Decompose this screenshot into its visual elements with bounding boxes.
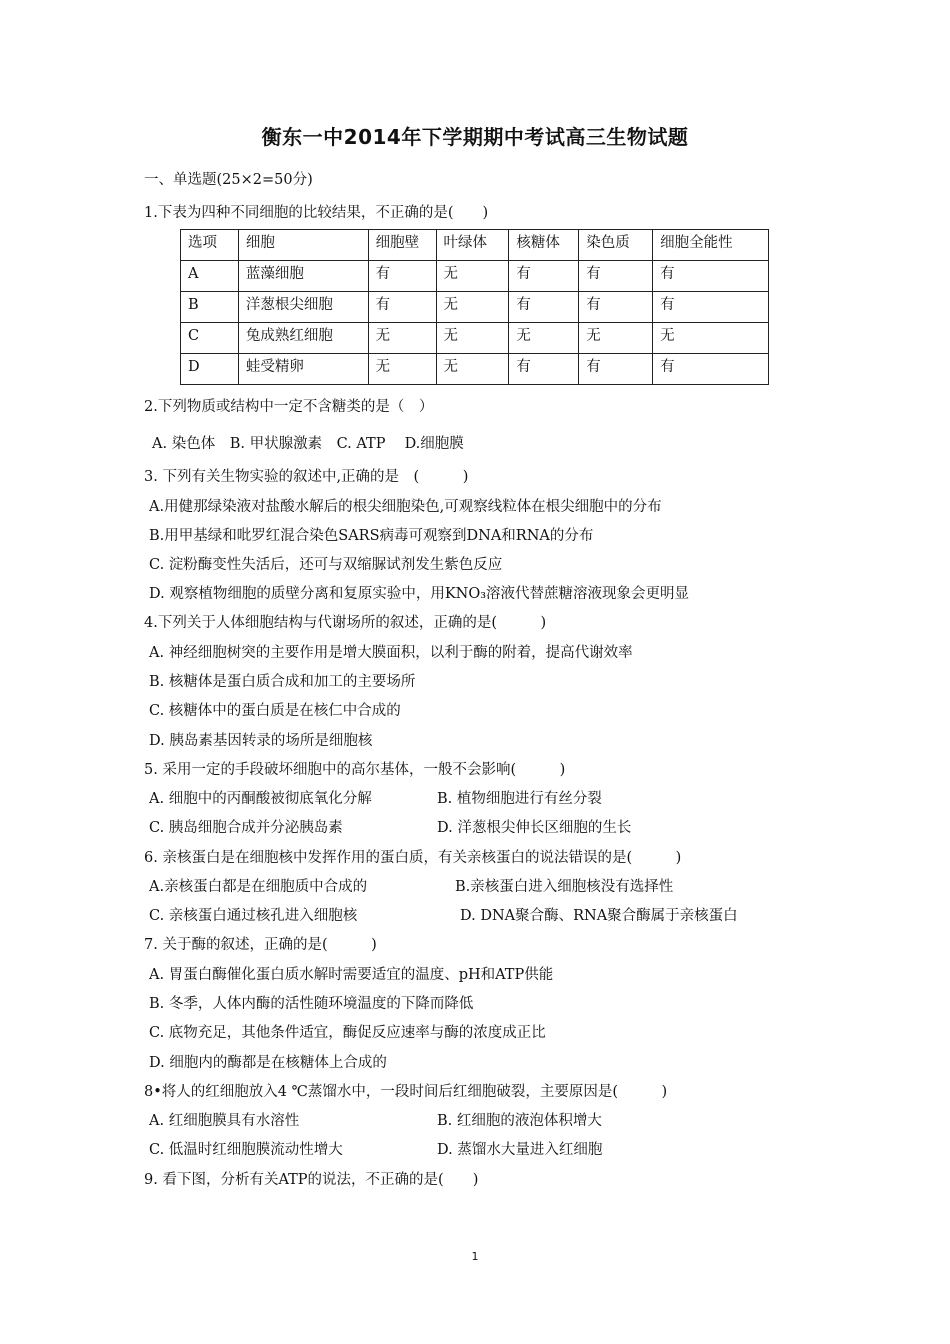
table-row	[181, 261, 769, 292]
question-4-option-c: C. 核糖体中的蛋白质是在核仁中合成的	[149, 703, 401, 719]
question-4-option-b: B. 核糖体是蛋白质合成和加工的主要场所	[149, 674, 416, 690]
question-7-option-d: D. 细胞内的酶都是在核糖体上合成的	[149, 1055, 387, 1071]
question-8-option-b: B. 红细胞的液泡体积增大	[437, 1113, 602, 1129]
question-6-option-d: D. DNA聚合酶、RNA聚合酶属于亲核蛋白	[460, 908, 738, 924]
table-cell: 有	[579, 292, 653, 323]
question-5-stem: 5. 采用一定的手段破坏细胞中的高尔基体，一般不会影响( )	[144, 762, 566, 778]
table-cell: 蓝藻细胞	[238, 261, 368, 292]
table-row	[181, 323, 769, 354]
cell-comparison-table	[180, 229, 769, 385]
table-cell: A	[181, 261, 239, 292]
question-5-option-c: C. 胰岛细胞合成并分泌胰岛素	[149, 820, 343, 836]
table-cell: 有	[653, 292, 769, 323]
question-7-option-b: B. 冬季，人体内酶的活性随环境温度的下降而降低	[149, 996, 474, 1012]
question-5-option-d: D. 洋葱根尖伸长区细胞的生长	[437, 820, 632, 836]
table-cell: 有	[509, 354, 579, 385]
question-3-option-a: A.用健那绿染液对盐酸水解后的根尖细胞染色,可观察线粒体在根尖细胞中的分布	[149, 499, 662, 515]
table-cell: 有	[368, 292, 436, 323]
question-5-option-b: B. 植物细胞进行有丝分裂	[437, 791, 602, 807]
table-cell: B	[181, 292, 239, 323]
question-3-option-d: D. 观察植物细胞的质壁分离和复原实验中，用KNO₃溶液代替蔗糖溶液现象会更明显	[149, 586, 690, 602]
question-6-option-b: B.亲核蛋白进入细胞核没有选择性	[455, 879, 674, 895]
question-6-option-c: C. 亲核蛋白通过核孔进入细胞核	[149, 908, 358, 924]
table-header-cell: 选项	[181, 230, 239, 261]
table-cell: 有	[509, 292, 579, 323]
table-cell: 有	[579, 261, 653, 292]
table-cell: 有	[653, 354, 769, 385]
question-8-option-d: D. 蒸馏水大量进入红细胞	[437, 1142, 603, 1158]
table-cell: 无	[653, 323, 769, 354]
table-row	[181, 292, 769, 323]
table-cell: 无	[509, 323, 579, 354]
table-cell: 有	[579, 354, 653, 385]
table-cell: 洋葱根尖细胞	[238, 292, 368, 323]
table-cell: 无	[579, 323, 653, 354]
question-8-option-c: C. 低温时红细胞膜流动性增大	[149, 1142, 343, 1158]
table-header-cell: 染色质	[579, 230, 653, 261]
question-9-stem: 9. 看下图，分析有关ATP的说法，不正确的是( )	[144, 1172, 479, 1188]
table-cell: 有	[653, 261, 769, 292]
table-header-cell: 核糖体	[509, 230, 579, 261]
table-header-cell: 细胞全能性	[653, 230, 769, 261]
table-header-row	[181, 230, 769, 261]
question-7-option-a: A. 胃蛋白酶催化蛋白质水解时需要适宜的温度、pH和ATP供能	[149, 967, 554, 983]
section-heading: 一、单选题(25×2=50分)	[144, 172, 313, 188]
question-7-stem: 7. 关于酶的叙述，正确的是( )	[144, 937, 377, 953]
table-header-cell: 细胞	[238, 230, 368, 261]
question-8-stem: 8•将人的红细胞放入4 ℃蒸馏水中，一段时间后红细胞破裂，主要原因是( )	[144, 1084, 668, 1100]
table-cell: 无	[436, 354, 509, 385]
table-cell: 蛙受精卵	[238, 354, 368, 385]
question-5-option-a: A. 细胞中的丙酮酸被彻底氧化分解	[149, 791, 372, 807]
table-cell: 无	[436, 323, 509, 354]
question-2-stem: 2.下列物质或结构中一定不含糖类的是（ ）	[144, 399, 434, 415]
question-8-option-a: A. 红细胞膜具有水溶性	[149, 1113, 300, 1129]
question-7-option-c: C. 底物充足，其他条件适宜，酶促反应速率与酶的浓度成正比	[149, 1025, 546, 1041]
question-3-option-b: B.用甲基绿和吡罗红混合染色SARS病毒可观察到DNA和RNA的分布	[149, 528, 594, 544]
question-4-option-d: D. 胰岛素基因转录的场所是细胞核	[149, 733, 373, 749]
table-row	[181, 354, 769, 385]
question-4-option-a: A. 神经细胞树突的主要作用是增大膜面积，以利于酶的附着，提高代谢效率	[149, 645, 633, 661]
table-cell: 无	[436, 292, 509, 323]
table-header-cell: 细胞壁	[368, 230, 436, 261]
table-cell: 无	[436, 261, 509, 292]
question-4-stem: 4.下列关于人体细胞结构与代谢场所的叙述，正确的是( )	[144, 615, 547, 631]
table-cell: 兔成熟红细胞	[238, 323, 368, 354]
table-cell: 无	[368, 323, 436, 354]
question-6-stem: 6. 亲核蛋白是在细胞核中发挥作用的蛋白质，有关亲核蛋白的说法错误的是( )	[144, 850, 682, 866]
question-6-option-a: A.亲核蛋白都是在细胞质中合成的	[149, 879, 368, 895]
table-header-cell: 叶绿体	[436, 230, 509, 261]
table-cell: C	[181, 323, 239, 354]
table-cell: 无	[368, 354, 436, 385]
question-3-option-c: C. 淀粉酶变性失活后，还可与双缩脲试剂发生紫色反应	[149, 557, 503, 573]
page-number: 1	[471, 1250, 479, 1263]
table-cell: D	[181, 354, 239, 385]
table-cell: 有	[368, 261, 436, 292]
page-title: 衡东一中2014年下学期期中考试高三生物试题	[261, 125, 689, 149]
question-1-stem: 1.下表为四种不同细胞的比较结果，不正确的是( )	[144, 205, 489, 221]
table-cell: 有	[509, 261, 579, 292]
question-3-stem: 3. 下列有关生物实验的叙述中,正确的是 ( )	[144, 469, 469, 485]
question-2-options: A. 染色体 B. 甲状腺激素 C. ATP D.细胞膜	[152, 436, 464, 452]
